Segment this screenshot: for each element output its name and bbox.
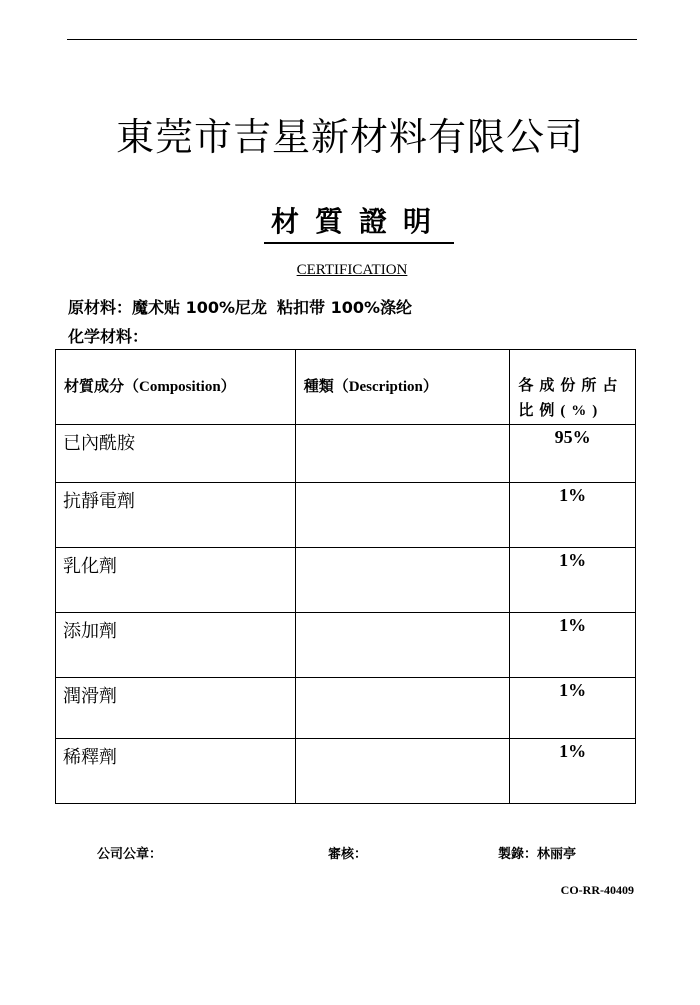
raw-material-line: [68, 295, 412, 318]
header-composition: 材質成分（Composition）: [56, 350, 296, 425]
table-row: [56, 425, 636, 483]
raw-material-item-2: 粘扣带 100%涤纶: [277, 298, 413, 317]
row-ratio: 1%: [510, 613, 636, 678]
row-ratio: 1%: [510, 548, 636, 613]
table-row: [56, 548, 636, 613]
row-description: [295, 425, 510, 483]
maker-label: 製錄：林丽亭: [498, 847, 577, 862]
row-description: [295, 548, 510, 613]
row-description: [295, 678, 510, 739]
header-ratio: 各成份所占比例(%): [510, 350, 636, 425]
chemical-material-label: 化学材料：: [68, 327, 149, 346]
table-row: [56, 739, 636, 804]
raw-material-label: 原材料：: [68, 298, 133, 317]
row-composition: 添加劑: [56, 613, 296, 678]
table-row: [56, 613, 636, 678]
table-header-row: [56, 350, 636, 425]
header-description: 種類（Description）: [295, 350, 510, 425]
company-name: 東莞市吉星新材料有限公司: [115, 115, 584, 159]
company-seal-label: 公司公章：: [97, 847, 163, 862]
top-divider: [67, 39, 637, 40]
raw-material-item-1: 魔术贴 100%尼龙: [132, 298, 268, 317]
review-label: 審核：: [328, 847, 368, 862]
document-number: CO-RR-40409: [560, 883, 634, 897]
row-description: [295, 483, 510, 548]
row-composition: 抗靜電劑: [56, 483, 296, 548]
row-composition: 潤滑劑: [56, 678, 296, 739]
document-subtitle: CERTIFICATION: [296, 262, 408, 278]
table-row: [56, 483, 636, 548]
row-ratio: 1%: [510, 483, 636, 548]
row-ratio: 1%: [510, 739, 636, 804]
row-description: [295, 739, 510, 804]
row-composition: 乳化劑: [56, 548, 296, 613]
document-title: 材質證明: [264, 200, 454, 244]
composition-table: [55, 349, 636, 804]
row-ratio: 1%: [510, 678, 636, 739]
table-row: [56, 678, 636, 739]
row-composition: 稀釋劑: [56, 739, 296, 804]
row-description: [295, 613, 510, 678]
row-ratio: 95%: [510, 425, 636, 483]
row-composition: 已內酰胺: [56, 425, 296, 483]
